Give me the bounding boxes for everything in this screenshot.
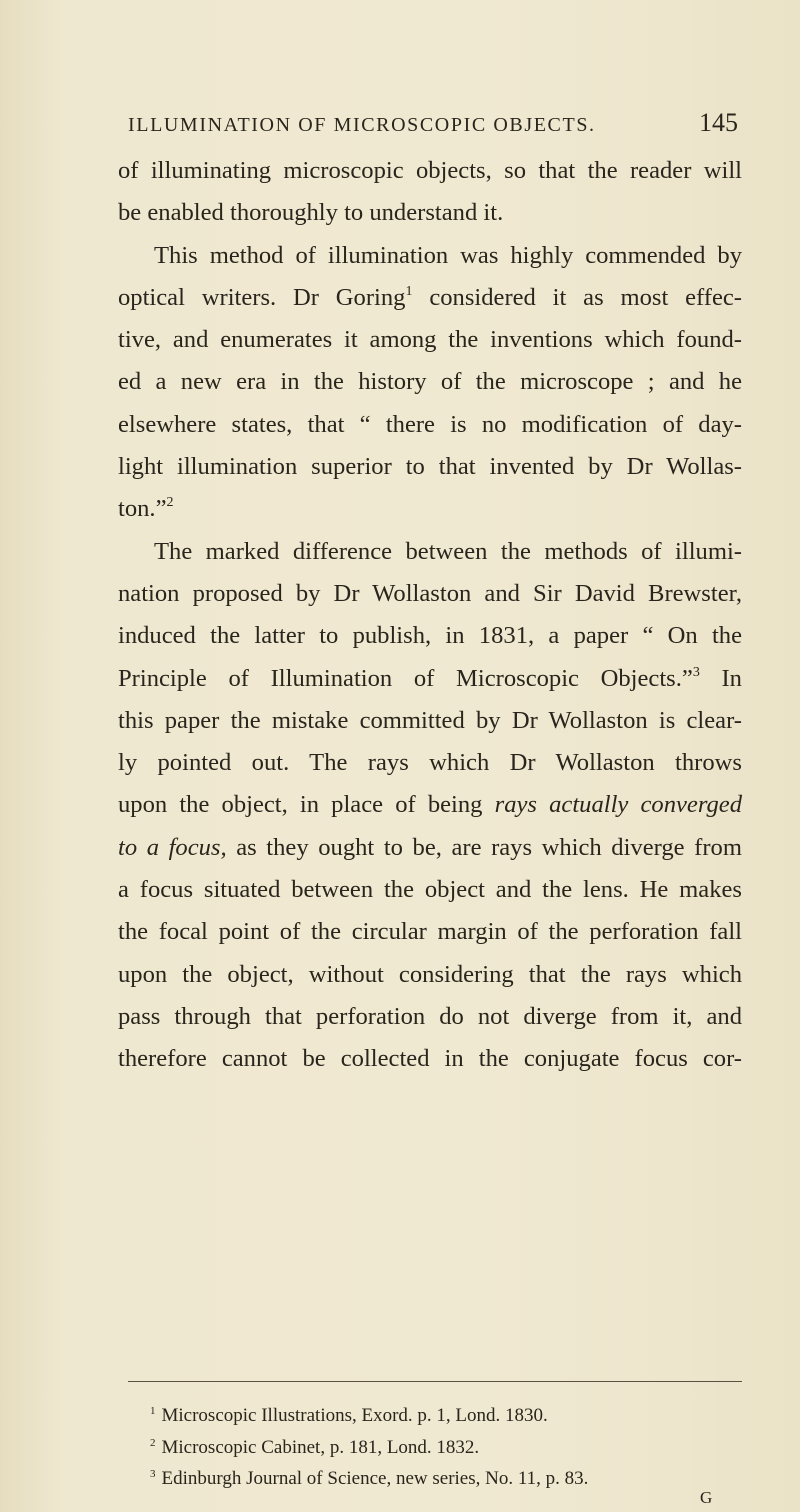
text-line: elsewhere states, that “ there is no modification of day- [118, 410, 742, 438]
text-line: upon the object, in place of being rays actually converged [118, 791, 742, 819]
italic-phrase: rays actually converged [494, 791, 742, 819]
footnote-ref: 1 [405, 283, 413, 299]
footnotes [150, 1400, 750, 1495]
signature-mark: G [700, 1488, 713, 1507]
footnote: $^2$ Microscopic Cabinet, p. 181, Lond. 1832. [150, 1436, 480, 1458]
text-line: nation proposed by Dr Wollaston and Sir David Brewster, [118, 579, 742, 607]
text-line: upon the object, without considering that the rays which [118, 960, 742, 988]
text-line: of illuminating microscopic objects, so that the reader will [118, 157, 742, 184]
text-line: the focal point of the circular margin of the perforation fall [118, 918, 742, 946]
body-text [118, 150, 742, 1081]
text-line: to a focus, as they ought to be, are rays which diverge from [118, 833, 742, 861]
text-line: Principle of Illumination of Microscopic Objects.”$^3$ In [118, 664, 742, 692]
text-line: this paper the mistake committed by Dr Wollaston is clear- [118, 706, 742, 734]
footnote: $^1$ Microscopic Illustrations, Exord. p. 1, Lond. 1830. [150, 1405, 548, 1426]
text-line: be enabled thoroughly to understand it. [118, 199, 504, 227]
running-head: ILLUMINATION OF MICROSCOPIC OBJECTS. [128, 114, 596, 136]
page-header [128, 108, 738, 142]
text-line: The marked difference between the methods of illumi- [154, 537, 742, 565]
footnote: $^3$ Edinburgh Journal of Science, new series, No. 11, p. 83. [150, 1468, 589, 1489]
text-line: ly pointed out. The rays which Dr Wollaston throws [118, 749, 742, 777]
text-line: optical writers. Dr Goring$^1$ considered it as most effec- [118, 283, 743, 311]
footnote-ref: 2 [166, 495, 174, 511]
text-line: tive, and enumerates it among the inventions which found- [118, 326, 742, 354]
footnote-ref: 3 [692, 664, 700, 680]
italic-phrase: to a focus, [118, 833, 227, 861]
footnote-divider [128, 1381, 742, 1382]
text-line: This method of illumination was highly commended by [154, 241, 742, 269]
text-line: pass through that perforation do not diverge from it, and [118, 1002, 742, 1030]
text-line: therefore cannot be collected in the conjugate focus cor- [118, 1045, 742, 1073]
text-line: a focus situated between the object and the lens. He makes [118, 876, 742, 904]
text-line: light illumination superior to that invented by Dr Wollas- [118, 453, 742, 481]
text-line: ed a new era in the history of the microscope ; and he [118, 368, 742, 396]
page-number: 145 [699, 108, 738, 137]
text-line: induced the latter to publish, in 1831, a paper “ On the [118, 622, 742, 650]
text-line: ton.”$^2$ [118, 495, 174, 523]
